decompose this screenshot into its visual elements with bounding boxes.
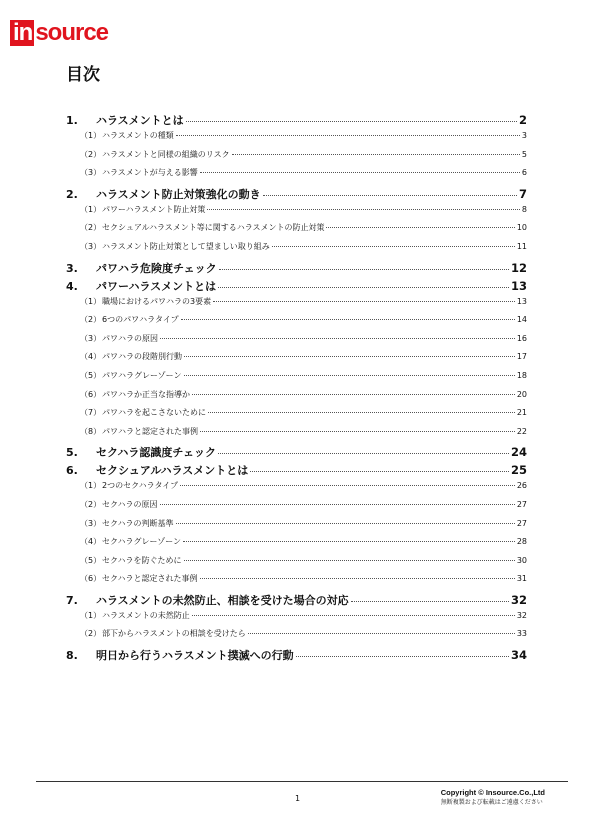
toc-leader — [176, 135, 520, 136]
toc-page: 2 — [518, 113, 527, 127]
toc-number: （2） — [80, 223, 102, 233]
toc-label: パワハラの原因 — [102, 333, 158, 343]
toc-page: 33 — [516, 629, 527, 639]
toc-leader — [207, 209, 520, 210]
toc-number: 6. — [66, 464, 78, 478]
toc-leader — [213, 301, 515, 302]
toc-leader — [192, 394, 515, 395]
toc-section[interactable] — [66, 610, 527, 629]
toc-page: 30 — [516, 555, 527, 565]
toc-page: 24 — [510, 445, 527, 460]
toc-section[interactable] — [66, 167, 527, 186]
toc-label: ハラスメント防止対策として望ましい取り組み — [102, 241, 270, 251]
copyright-text: Copyright © Insource.Co.,Ltd — [440, 788, 545, 797]
insource-logo — [10, 20, 108, 46]
toc-chapter[interactable] — [66, 278, 527, 296]
toc-leader — [248, 633, 515, 634]
toc-page: 3 — [521, 131, 527, 140]
toc-section[interactable] — [66, 130, 527, 149]
toc-section[interactable] — [66, 555, 527, 574]
toc-leader — [351, 601, 509, 602]
toc-page: 34 — [510, 648, 527, 663]
toc-label: パワーハラスメント防止対策 — [102, 204, 206, 214]
toc-label: ハラスメントと同様の組織のリスク — [102, 149, 230, 159]
toc-leader — [180, 485, 515, 486]
toc-number: 8. — [66, 649, 78, 663]
toc-label: パワハラを起こさないために — [102, 408, 206, 418]
toc-label: パワハラ危険度チェック — [96, 261, 217, 275]
toc-page: 27 — [516, 499, 527, 509]
toc-page: 28 — [516, 537, 527, 547]
toc-leader — [183, 541, 515, 542]
toc-number: （6） — [80, 574, 102, 584]
toc-leader — [219, 269, 509, 270]
toc-number: （2） — [80, 149, 102, 159]
toc-section[interactable] — [66, 241, 527, 260]
toc-number: （2） — [80, 499, 102, 509]
toc-section[interactable] — [66, 222, 527, 241]
toc-number: （1） — [80, 131, 102, 140]
toc-label: 6つのパワハラタイプ — [102, 315, 179, 325]
toc-page: 10 — [516, 223, 527, 233]
toc-number: （3） — [80, 518, 102, 528]
toc-number: （1） — [80, 481, 102, 491]
toc-label: ハラスメントとは — [96, 114, 184, 127]
toc-label: 部下からハラスメントの相談を受けたら — [102, 629, 246, 639]
table-of-contents — [66, 112, 527, 665]
toc-number: 4. — [66, 279, 78, 293]
toc-number: （1） — [80, 610, 102, 620]
toc-page: 11 — [516, 241, 527, 251]
toc-leader — [176, 523, 515, 524]
toc-label: セクシュアルハラスメントとは — [96, 464, 249, 478]
toc-number: 3. — [66, 261, 78, 275]
toc-page: 12 — [510, 260, 527, 275]
toc-leader — [192, 615, 515, 616]
toc-label: セクハラと認定された事例 — [102, 574, 198, 584]
toc-number: （1） — [80, 204, 102, 214]
toc-label: セクハラの判断基準 — [102, 518, 174, 528]
toc-number: （3） — [80, 333, 102, 343]
toc-leader — [184, 356, 515, 357]
toc-page: 25 — [510, 463, 527, 478]
toc-page: 22 — [516, 426, 527, 436]
toc-leader — [184, 560, 515, 561]
toc-leader — [272, 246, 515, 247]
toc-leader — [184, 375, 515, 376]
toc-leader — [326, 227, 514, 228]
toc-number: （6） — [80, 389, 102, 399]
toc-leader — [218, 287, 509, 288]
toc-section[interactable] — [66, 628, 527, 647]
toc-label: セクハラグレーゾーン — [102, 537, 182, 547]
toc-section[interactable] — [66, 351, 527, 370]
toc-section[interactable] — [66, 314, 527, 333]
toc-chapter[interactable] — [66, 647, 527, 665]
toc-number: 1. — [66, 114, 78, 127]
toc-chapter[interactable] — [66, 260, 527, 278]
toc-label: パワハラグレーゾーン — [102, 370, 182, 380]
toc-label: パワハラと認定された事例 — [102, 426, 198, 436]
toc-section[interactable] — [66, 536, 527, 555]
toc-section[interactable] — [66, 149, 527, 168]
toc-number: （4） — [80, 537, 102, 547]
toc-chapter[interactable] — [66, 462, 527, 480]
footer-divider — [36, 781, 568, 782]
toc-number: （4） — [80, 352, 102, 362]
toc-label: 明日から行うハラスメント撲滅への行動 — [96, 649, 294, 663]
logo-box: in — [10, 20, 34, 46]
toc-page: 32 — [510, 592, 527, 607]
toc-leader — [160, 338, 515, 339]
toc-label: セクシュアルハラスメント等に関するハラスメントの防止対策 — [102, 223, 325, 233]
toc-page: 21 — [516, 408, 527, 418]
toc-label: セクハラの原因 — [102, 499, 158, 509]
toc-number: （5） — [80, 370, 102, 380]
toc-leader — [208, 412, 515, 413]
toc-leader — [200, 431, 515, 432]
toc-section[interactable] — [66, 407, 527, 426]
toc-page: 13 — [516, 296, 527, 306]
toc-label: ハラスメントが与える影響 — [102, 168, 198, 178]
toc-page: 17 — [516, 352, 527, 362]
toc-number: （3） — [80, 241, 102, 251]
toc-chapter[interactable] — [66, 186, 527, 204]
toc-page: 31 — [516, 574, 527, 584]
toc-section[interactable] — [66, 426, 527, 445]
logo-text: source — [35, 19, 109, 46]
toc-number: 7. — [66, 593, 78, 607]
toc-leader — [200, 578, 515, 579]
toc-number: 5. — [66, 446, 78, 460]
toc-leader — [296, 656, 509, 657]
toc-leader — [263, 195, 517, 196]
toc-label: セクハラを防ぐために — [102, 555, 182, 565]
toc-section[interactable] — [66, 296, 527, 315]
toc-label: ハラスメントの種類 — [102, 131, 174, 140]
toc-leader — [186, 121, 517, 122]
toc-page: 7 — [518, 186, 527, 201]
toc-section[interactable] — [66, 333, 527, 352]
toc-number: （2） — [80, 629, 102, 639]
toc-number: （7） — [80, 408, 102, 418]
toc-page: 5 — [521, 149, 527, 159]
toc-label: パワーハラスメントとは — [96, 279, 217, 293]
toc-leader — [218, 453, 509, 454]
toc-leader — [250, 471, 509, 472]
toc-chapter[interactable] — [66, 112, 527, 130]
toc-label: 2つのセクハラタイプ — [102, 481, 179, 491]
copyright-block — [441, 788, 545, 806]
toc-number: （8） — [80, 426, 102, 436]
toc-section[interactable] — [66, 204, 527, 223]
toc-leader — [200, 172, 520, 173]
toc-page: 27 — [516, 518, 527, 528]
page-number: 1 — [294, 794, 301, 803]
toc-chapter[interactable] — [66, 444, 527, 462]
toc-leader — [181, 319, 515, 320]
toc-page: 20 — [516, 389, 527, 399]
toc-page: 18 — [516, 370, 527, 380]
toc-number: （2） — [80, 315, 102, 325]
page-title: 目次 — [66, 65, 100, 85]
toc-number: （5） — [80, 555, 102, 565]
toc-label: ハラスメントの未然防止、相談を受けた場合の対応 — [96, 593, 349, 607]
toc-section[interactable] — [66, 389, 527, 408]
toc-label: セクハラ認識度チェック — [96, 446, 217, 460]
toc-section[interactable] — [66, 370, 527, 389]
toc-label: 職場におけるパワハラの3要素 — [102, 296, 212, 306]
toc-section[interactable] — [66, 480, 527, 499]
toc-page: 6 — [521, 168, 527, 178]
toc-page: 14 — [516, 315, 527, 325]
toc-page: 26 — [516, 481, 527, 491]
toc-number: 2. — [66, 187, 78, 201]
toc-label: ハラスメントの未然防止 — [102, 610, 190, 620]
toc-chapter[interactable] — [66, 592, 527, 610]
toc-section[interactable] — [66, 573, 527, 592]
toc-section[interactable] — [66, 518, 527, 537]
toc-label: ハラスメント防止対策強化の動き — [96, 187, 261, 201]
toc-leader — [160, 504, 515, 505]
toc-page: 8 — [521, 204, 527, 214]
toc-label: パワハラか正当な指導か — [102, 389, 190, 399]
toc-page: 32 — [516, 610, 527, 620]
toc-section[interactable] — [66, 499, 527, 518]
copyright-notice: 無断複製および転載はご遠慮ください — [440, 799, 543, 806]
toc-page: 13 — [510, 278, 527, 293]
toc-page: 16 — [516, 333, 527, 343]
toc-leader — [232, 154, 520, 155]
toc-label: パワハラの段階別行動 — [102, 352, 182, 362]
toc-number: （3） — [80, 168, 102, 178]
toc-number: （1） — [80, 296, 102, 306]
